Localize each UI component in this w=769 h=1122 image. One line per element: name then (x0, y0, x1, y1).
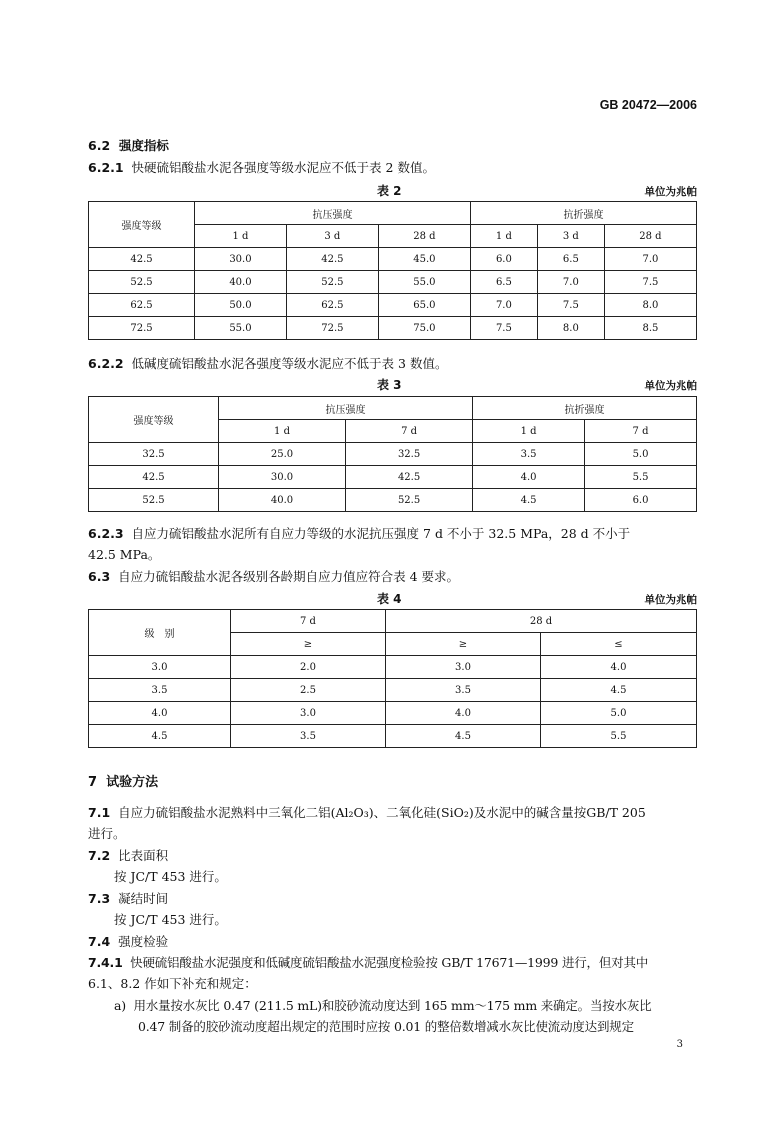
table-cell: 55.0 (378, 271, 470, 294)
clause-number: 6.2.1 (88, 160, 124, 175)
subheader-age: 28 d (604, 225, 696, 248)
clause-6-2-3 (88, 524, 630, 542)
table-row (89, 294, 697, 317)
table-cell: 8.0 (604, 294, 696, 317)
section-title: 试验方法 (106, 775, 159, 790)
table-cell: 5.5 (585, 466, 697, 489)
section-number: 6.2 (88, 138, 111, 153)
section-title: 强度指标 (118, 138, 169, 153)
section-number: 7 (88, 775, 98, 790)
table-cell: 4.5 (386, 725, 541, 748)
table-4-unit: 单位为兆帕 (644, 594, 697, 606)
list-item-a (114, 996, 651, 1014)
table-row (89, 466, 697, 489)
table-cell: 4.5 (541, 679, 697, 702)
table-3-unit: 单位为兆帕 (644, 380, 697, 392)
clause-7-4 (88, 932, 168, 950)
table-cell: 5.5 (541, 725, 697, 748)
table-2-caption: 表 2 (377, 184, 402, 198)
clause-7-2 (88, 846, 168, 864)
clause-number: 6.2.3 (88, 526, 124, 541)
clause-text: 自应力硫铝酸盐水泥所有自应力等级的水泥抗压强度 7 d 不小于 32.5 MPa，28 d 不小于 (131, 526, 631, 541)
table-cell: 4.5 (89, 725, 231, 748)
table-cell: 62.5 (89, 294, 195, 317)
clause-number: 7.4 (88, 934, 111, 949)
table-cell: 8.0 (537, 317, 604, 340)
subheader-age: 1 d (473, 420, 585, 443)
table-cell: 3.0 (89, 656, 231, 679)
table-cell: 7.5 (604, 271, 696, 294)
table-cell: 45.0 (378, 248, 470, 271)
clause-7-4-1 (88, 953, 648, 971)
list-label: a) (114, 998, 126, 1013)
table-cell: 55.0 (195, 317, 287, 340)
table-cell: 6.0 (470, 248, 537, 271)
clause-6-2-2 (88, 354, 447, 372)
table-cell: 52.5 (89, 489, 219, 512)
subheader-age: 1 d (219, 420, 346, 443)
section-7-heading (88, 771, 158, 790)
subheader-age: 3 d (286, 225, 378, 248)
header-grade: 强度等级 (89, 202, 195, 248)
table-cell: 52.5 (346, 489, 473, 512)
table-row (89, 271, 697, 294)
table-cell: 3.0 (386, 656, 541, 679)
table-4-caption: 表 4 (377, 592, 402, 606)
clause-title: 强度检验 (118, 934, 169, 949)
table-cell: 7.0 (537, 271, 604, 294)
table-cell: 3.5 (473, 443, 585, 466)
table-2-unit: 单位为兆帕 (644, 186, 697, 198)
table-cell: 62.5 (286, 294, 378, 317)
table-row (89, 443, 697, 466)
clause-6-2-3-cont: 42.5 MPa。 (88, 547, 161, 562)
table-cell: 40.0 (195, 271, 287, 294)
header-flexural: 抗折强度 (470, 202, 696, 225)
table-cell: 6.5 (537, 248, 604, 271)
table-cell: 2.5 (231, 679, 386, 702)
table-cell: 75.0 (378, 317, 470, 340)
clause-6-2-1 (88, 158, 435, 176)
table-cell: 52.5 (286, 271, 378, 294)
header-flexural: 抗折强度 (473, 397, 697, 420)
table-cell: 7.5 (470, 317, 537, 340)
subheader-age: 7 d (585, 420, 697, 443)
table-cell: 65.0 (378, 294, 470, 317)
table-cell: 42.5 (346, 466, 473, 489)
table-cell: 6.0 (585, 489, 697, 512)
header-grade: 强度等级 (89, 397, 219, 443)
clause-number: 7.4.1 (88, 955, 123, 970)
subheader-symbol: ≥ (386, 633, 541, 656)
table-cell: 2.0 (231, 656, 386, 679)
table-2 (88, 201, 697, 340)
header-level: 级 别 (89, 610, 231, 656)
clause-text: 自应力硫铝酸盐水泥各级别各龄期自应力值应符合表 4 要求。 (118, 569, 460, 584)
clause-number: 7.2 (88, 848, 111, 863)
standard-number: GB 20472—2006 (599, 98, 697, 112)
table-cell: 5.0 (541, 702, 697, 725)
table-cell: 42.5 (89, 248, 195, 271)
header-compressive: 抗压强度 (195, 202, 471, 225)
table-cell: 40.0 (219, 489, 346, 512)
clause-number: 7.3 (88, 891, 111, 906)
table-cell: 3.5 (89, 679, 231, 702)
list-item-a-cont: 0.47 制备的胶砂流动度超出规定的范围时应按 0.01 的整倍数增减水灰比使流动度达到规定 (138, 1019, 634, 1034)
table-cell: 7.5 (537, 294, 604, 317)
clause-text: 低碱度硫铝酸盐水泥各强度等级水泥应不低于表 3 数值。 (131, 356, 448, 371)
subheader-age: 1 d (470, 225, 537, 248)
table-cell: 4.0 (89, 702, 231, 725)
table-row (89, 489, 697, 512)
table-cell: 6.5 (470, 271, 537, 294)
clause-title: 凝结时间 (118, 891, 169, 906)
table-row (89, 656, 697, 679)
clause-title: 比表面积 (118, 848, 169, 863)
subheader-age: 1 d (195, 225, 287, 248)
table-cell: 52.5 (89, 271, 195, 294)
table-cell: 4.0 (473, 466, 585, 489)
clause-7-4-1-cont: 6.1、8.2 作如下补充和规定： (88, 976, 257, 991)
table-cell: 8.5 (604, 317, 696, 340)
clause-6-3 (88, 567, 459, 585)
table-3 (88, 396, 697, 512)
table-cell: 72.5 (89, 317, 195, 340)
table-cell: 42.5 (286, 248, 378, 271)
clause-7-1-cont: 进行。 (88, 826, 126, 841)
section-6-2-heading (88, 136, 169, 154)
table-cell: 30.0 (195, 248, 287, 271)
clause-7-2-text: 按 JC/T 453 进行。 (114, 869, 227, 884)
table-cell: 5.0 (585, 443, 697, 466)
clause-text: 自应力硫铝酸盐水泥熟料中三氧化二铝(Al₂O₃)、二氧化硅(SiO₂)及水泥中的碱含量按GB/T 205 (118, 805, 646, 820)
table-cell: 4.5 (473, 489, 585, 512)
table-cell: 32.5 (89, 443, 219, 466)
subheader-age: 28 d (378, 225, 470, 248)
table-cell: 7.0 (604, 248, 696, 271)
table-cell: 3.5 (231, 725, 386, 748)
header-compressive: 抗压强度 (219, 397, 473, 420)
header-7d: 7 d (231, 610, 386, 633)
clause-text: 快硬硫铝酸盐水泥强度和低碱度硫铝酸盐水泥强度检验按 GB/T 17671—1999 进行，但对其中 (130, 955, 649, 970)
table-row (89, 702, 697, 725)
clause-number: 6.2.2 (88, 356, 124, 371)
subheader-age: 7 d (346, 420, 473, 443)
table-cell: 30.0 (219, 466, 346, 489)
table-cell: 4.0 (386, 702, 541, 725)
table-row (89, 317, 697, 340)
table-cell: 50.0 (195, 294, 287, 317)
table-cell: 4.0 (541, 656, 697, 679)
page-number: 3 (676, 1039, 683, 1050)
list-text: 用水量按水灰比 0.47 (211.5 mL)和胶砂流动度达到 165 mm～175 mm 来确定。当按水灰比 (133, 998, 652, 1013)
subheader-age: 3 d (537, 225, 604, 248)
table-cell: 42.5 (89, 466, 219, 489)
table-row (89, 679, 697, 702)
table-row (89, 725, 697, 748)
subheader-symbol: ≥ (231, 633, 386, 656)
clause-number: 7.1 (88, 805, 111, 820)
clause-text: 快硬硫铝酸盐水泥各强度等级水泥应不低于表 2 数值。 (131, 160, 435, 175)
subheader-symbol: ≤ (541, 633, 697, 656)
header-28d: 28 d (386, 610, 697, 633)
table-cell: 3.0 (231, 702, 386, 725)
clause-7-3-text: 按 JC/T 453 进行。 (114, 912, 227, 927)
table-4 (88, 609, 697, 748)
table-cell: 25.0 (219, 443, 346, 466)
table-cell: 3.5 (386, 679, 541, 702)
table-row (89, 248, 697, 271)
table-3-caption: 表 3 (377, 378, 402, 392)
table-cell: 72.5 (286, 317, 378, 340)
clause-7-1 (88, 803, 646, 821)
table-cell: 7.0 (470, 294, 537, 317)
clause-7-3 (88, 889, 168, 907)
clause-number: 6.3 (88, 569, 111, 584)
table-cell: 32.5 (346, 443, 473, 466)
